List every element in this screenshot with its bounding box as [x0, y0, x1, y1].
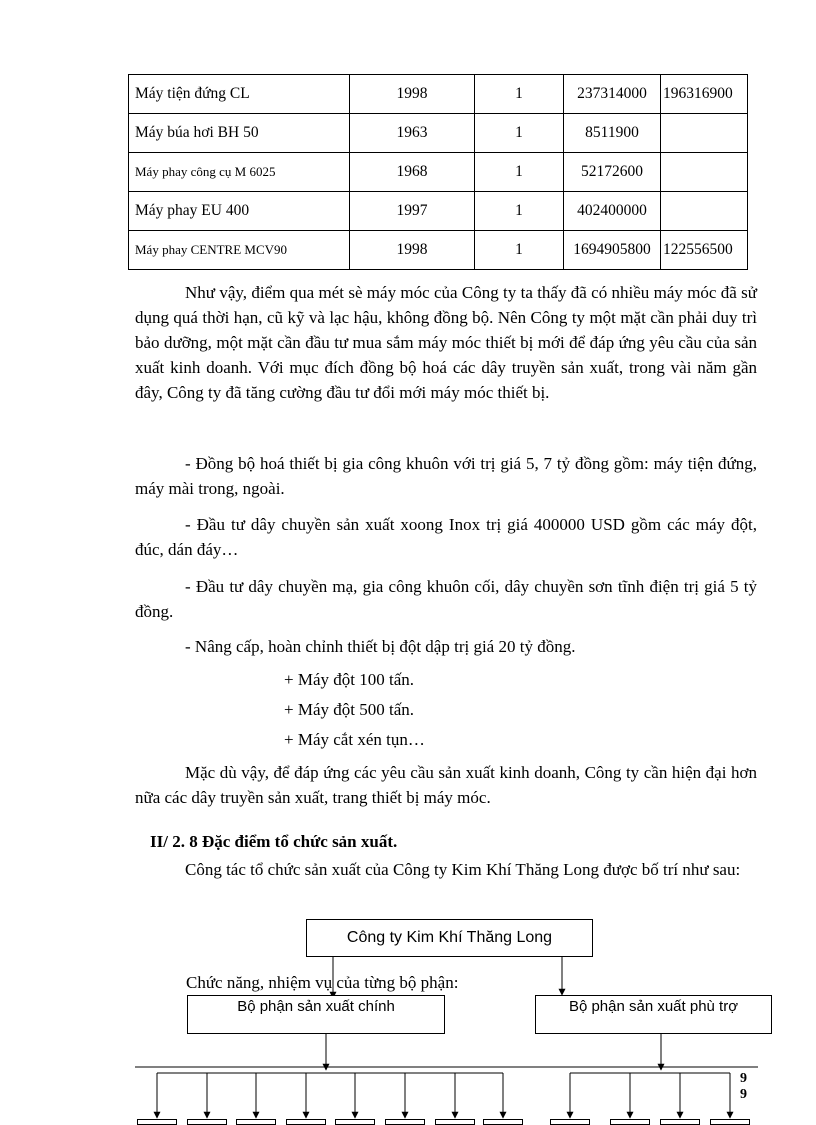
year-cell: 1998 [350, 231, 475, 270]
original-value-cell: 52172600 [564, 153, 661, 192]
original-value-cell: 237314000 [564, 75, 661, 114]
original-value-cell: 8511900 [564, 114, 661, 153]
remaining-value-cell: 196316900 [661, 75, 748, 114]
machine-name-cell: Máy phay CENTRE MCV90 [129, 231, 350, 270]
paragraph-intro: Như vậy, điểm qua mét sè máy móc của Công ty ta thấy đã có nhiều máy móc đã sử dụng quá thời hạn, cũ kỹ và lạc hậu, không đồng bộ. Nên Công ty một mặt cần phải duy trì bảo dưỡng, một mặt cần đầu tư mua sắm máy móc thiết bị mới để đáp ứng yêu cầu của sản xuất kinh doanh. Với mục đích đồng bộ hoá các dây truyền sản xuất, trong vài năm gần đây, Công ty đã tăng cường đầu tư đổi mới máy móc thiết bị. [135, 283, 757, 402]
original-value-cell: 1694905800 [564, 231, 661, 270]
sub-unit-box [660, 1119, 700, 1125]
paragraph-conclusion: Mặc dù vậy, để đáp ứng các yêu cầu sản xuất kinh doanh, Công ty cần hiện đại hơn nữa các dây truyền sản xuất, trang thiết bị máy móc. [135, 763, 757, 807]
sub-unit-box [483, 1119, 523, 1125]
sub-item-3: + Máy cắt xén tụn… [284, 730, 425, 749]
sub-item-2: + Máy đột 500 tấn. [284, 700, 414, 719]
sub-unit-box [710, 1119, 750, 1125]
quantity-cell: 1 [475, 153, 564, 192]
remaining-value-cell: 122556500 [661, 231, 748, 270]
sub-unit-box [187, 1119, 227, 1125]
quantity-cell: 1 [475, 75, 564, 114]
main-production-box: Bộ phận sản xuất chính [187, 995, 445, 1034]
support-production-box: Bộ phận sản xuất phù trợ [535, 995, 772, 1034]
quantity-cell: 1 [475, 192, 564, 231]
sub-unit-box [610, 1119, 650, 1125]
machine-name-cell: Máy phay EU 400 [129, 192, 350, 231]
machine-name-cell: Máy phay công cụ M 6025 [129, 153, 350, 192]
paragraph-item-3: - Đầu tư dây chuyền mạ, gia công khuôn cối, dây chuyền sơn tĩnh điện trị giá 5 tỷ đồng. [135, 577, 757, 621]
functions-caption: Chức năng, nhiệm vụ của từng bộ phận: [186, 973, 459, 992]
machine-name-cell: Máy tiện đứng CL [129, 75, 350, 114]
page-number-1: 9 [740, 1071, 747, 1086]
paragraph-org: Công tác tổ chức sản xuất của Công ty Kim Khí Thăng Long được bố trí như sau: [185, 860, 741, 879]
sub-unit-box [550, 1119, 590, 1125]
paragraph-item-2: - Đầu tư dây chuyền sản xuất xoong Inox trị giá 400000 USD gồm các máy đột, đúc, dán đáy… [135, 515, 757, 559]
year-cell: 1968 [350, 153, 475, 192]
machine-name-cell: Máy búa hơi BH 50 [129, 114, 350, 153]
sub-unit-box [435, 1119, 475, 1125]
paragraph-item-1: - Đồng bộ hoá thiết bị gia công khuôn với trị giá 5, 7 tỷ đồng gồm: máy tiện đứng, máy mài trong, ngoài. [135, 454, 757, 498]
year-cell: 1998 [350, 75, 475, 114]
year-cell: 1963 [350, 114, 475, 153]
year-cell: 1997 [350, 192, 475, 231]
quantity-cell: 1 [475, 231, 564, 270]
quantity-cell: 1 [475, 114, 564, 153]
sub-unit-box [385, 1119, 425, 1125]
sub-unit-box [335, 1119, 375, 1125]
sub-unit-box [286, 1119, 326, 1125]
sub-unit-box [137, 1119, 177, 1125]
paragraph-item-4: - Nâng cấp, hoàn chỉnh thiết bị đột dập trị giá 20 tỷ đồng. [185, 637, 576, 656]
original-value-cell: 402400000 [564, 192, 661, 231]
sub-unit-box [236, 1119, 276, 1125]
section-heading: II/ 2. 8 Đặc điểm tổ chức sản xuất. [150, 832, 398, 851]
page-number-2: 9 [740, 1087, 747, 1102]
company-box: Công ty Kim Khí Thăng Long [306, 919, 593, 957]
sub-item-1: + Máy đột 100 tấn. [284, 670, 414, 689]
